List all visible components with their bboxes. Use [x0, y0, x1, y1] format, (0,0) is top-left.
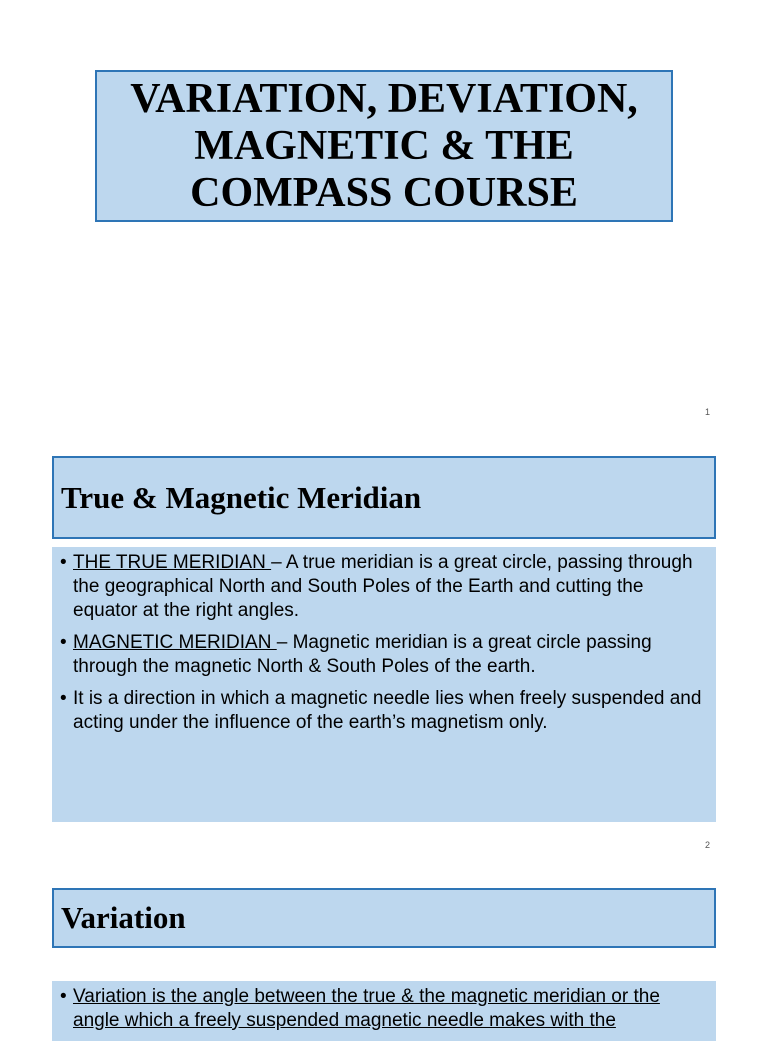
definition-true-meridian: – A true meridian is a great circle, passing through the geographical North and South Poles of the Earth and cutting the equator at the right angles.: [73, 552, 693, 621]
bullet-dot: •: [60, 986, 67, 1007]
slide-2-heading: True & Magnetic Meridian: [52, 456, 716, 539]
title-line-1: VARIATION, DEVIATION,: [130, 75, 638, 122]
slide-number-1: 1: [704, 407, 710, 417]
definition-magnetic-meridian: – Magnetic meridian is a great circle passing through the magnetic North & South Poles of the earth.: [73, 632, 652, 677]
term-variation: Variation is the angle between the true & the magnetic meridian or the angle which a freely suspended magnetic needle makes with the: [73, 986, 660, 1031]
bullet-variation-definition: [60, 985, 706, 1033]
slide-2-content: [52, 547, 716, 822]
bullet-true-meridian: [60, 551, 706, 623]
slide-3-content: [52, 981, 716, 1041]
bullet-dot: •: [60, 552, 67, 573]
definition-direction: It is a direction in which a magnetic needle lies when freely suspended and acting under the influence of the earth’s magnetism only.: [73, 688, 702, 733]
bullet-dot: •: [60, 632, 67, 653]
title-line-3: COMPASS COURSE: [190, 169, 578, 216]
slide-number-2: 2: [704, 840, 710, 850]
bullet-dot: •: [60, 688, 67, 709]
bullet-magnetic-meridian: [60, 631, 706, 679]
slide-1-title: [95, 70, 673, 222]
title-line-2: MAGNETIC & THE: [194, 122, 574, 169]
term-true-meridian: THE TRUE MERIDIAN: [73, 552, 272, 573]
bullet-direction: [60, 687, 706, 735]
slide-3-heading: Variation: [52, 888, 716, 948]
term-magnetic-meridian: MAGNETIC MERIDIAN: [73, 632, 277, 653]
